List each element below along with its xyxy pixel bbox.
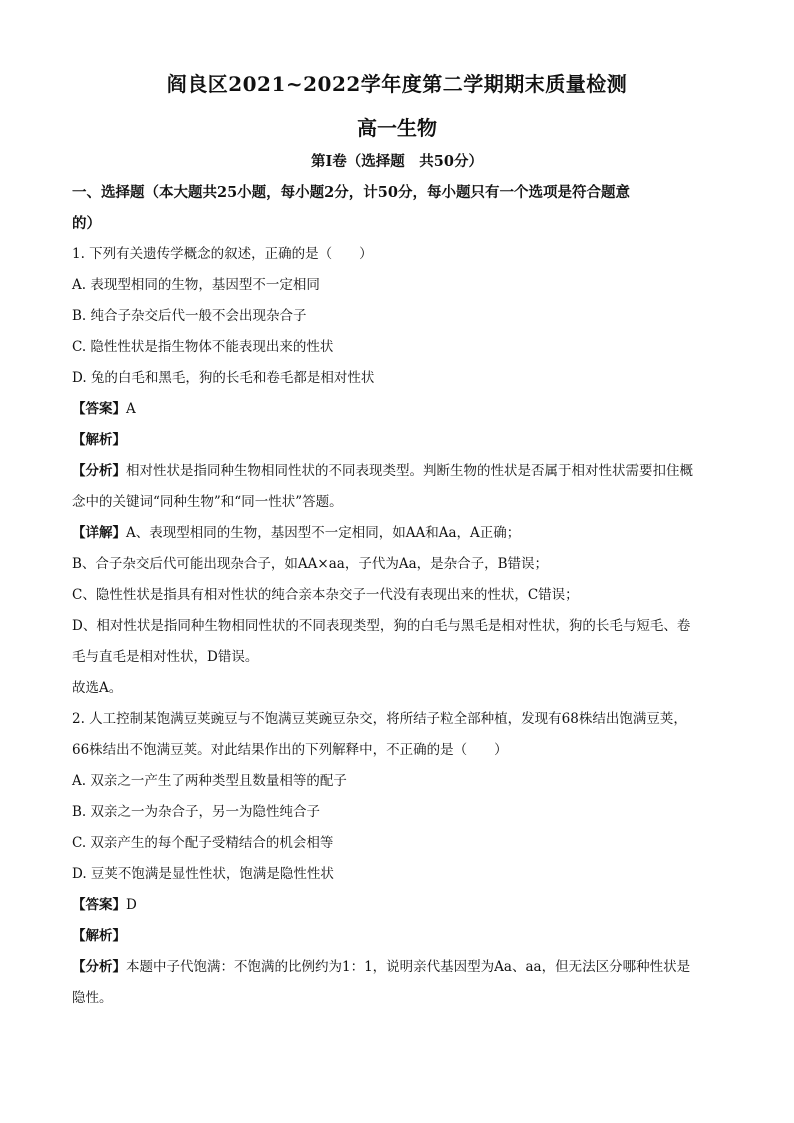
question-1-option-b: B. 纯合子杂交后代一般不会出现杂合子: [72, 308, 307, 324]
fenxi-tag: 【分析】: [72, 959, 126, 975]
answer-value: A: [126, 401, 136, 417]
question-1-conclusion: 故选A。: [72, 680, 123, 696]
question-2-fenxi-2: 隐性。: [72, 990, 113, 1006]
answer-tag: 【答案】: [72, 401, 126, 417]
question-1-fenxi-2: 念中的关键词“同种生物”和“同一性状”答题。: [72, 494, 343, 510]
part-heading: 第I卷（选择题 共50分）: [311, 153, 483, 170]
question-2-option-d: D. 豆荚不饱满是显性性状，饱满是隐性性状: [72, 866, 334, 882]
question-2-analysis-tag: 【解析】: [72, 928, 126, 944]
answer-value: D: [126, 897, 137, 913]
page-title: 阎良区2021~2022学年度第二学期期末质量检测: [166, 72, 628, 96]
question-1-xiangjie-d1: D、相对性状是指同种生物相同性状的不同表现类型，狗的白毛与黑毛是相对性状，狗的长毛与短毛、卷: [72, 618, 691, 634]
question-2-stem-1: 2. 人工控制某饱满豆荚豌豆与不饱满豆荚豌豆杂交，将所结子粒全部种植，发现有68株结出饱满豆荚，: [72, 711, 687, 727]
question-1-fenxi-1: [72, 456, 732, 487]
fenxi-tag: 【分析】: [72, 463, 126, 479]
question-2-fenxi-1: [72, 952, 732, 983]
answer-tag: 【答案】: [72, 897, 126, 913]
question-1-option-a: A. 表现型相同的生物，基因型不一定相同: [72, 277, 320, 293]
question-2-option-b: B. 双亲之一为杂合子，另一为隐性纯合子: [72, 804, 321, 820]
question-1-xiangjie-d2: 毛与直毛是相对性状，D错误。: [72, 649, 259, 665]
xiangjie-tag: 【详解】: [72, 525, 126, 541]
question-2-answer: [72, 890, 732, 921]
question-1-analysis-tag: 【解析】: [72, 432, 126, 448]
question-2-stem-2: 66株结出不饱满豆荚。对此结果作出的下列解释中，不正确的是（ ）: [72, 742, 508, 758]
section-heading-line-2: 的）: [72, 215, 101, 232]
xiangjie-text: A、表现型相同的生物，基因型不一定相同，如AA和Aa，A正确；: [126, 525, 521, 541]
section-heading-line-1: 一、选择题（本大题共25小题，每小题2分，计50分，每小题只有一个选项是符合题意: [72, 184, 630, 201]
page-subtitle: 高一生物: [357, 116, 437, 140]
fenxi-text: 相对性状是指同种生物相同性状的不同表现类型。判断生物的性状是否属于相对性状需要扣住概: [126, 463, 693, 479]
question-1-xiangjie-a: [72, 518, 732, 549]
question-2-option-c: C. 双亲产生的每个配子受精结合的机会相等: [72, 835, 334, 851]
question-1-option-c: C. 隐性性状是指生物体不能表现出来的性状: [72, 339, 334, 355]
question-1-xiangjie-c: C、隐性性状是指具有相对性状的纯合亲本杂交子一代没有表现出来的性状，C错误；: [72, 587, 579, 603]
question-1-option-d: D. 兔的白毛和黑毛，狗的长毛和卷毛都是相对性状: [72, 370, 375, 386]
question-1-xiangjie-b: B、合子杂交后代可能出现杂合子，如AA×aa，子代为Aa，是杂合子，B错误；: [72, 556, 549, 572]
question-1-answer: [72, 394, 732, 425]
question-2-option-a: A. 双亲之一产生了两种类型且数量相等的配子: [72, 773, 347, 789]
document-body: [72, 177, 732, 1014]
question-1-stem: 1. 下列有关遗传学概念的叙述，正确的是（ ）: [72, 246, 373, 262]
fenxi-text: 本题中子代饱满：不饱满的比例约为1：1，说明亲代基因型为Aa、aa，但无法区分哪种性状是: [126, 959, 691, 975]
